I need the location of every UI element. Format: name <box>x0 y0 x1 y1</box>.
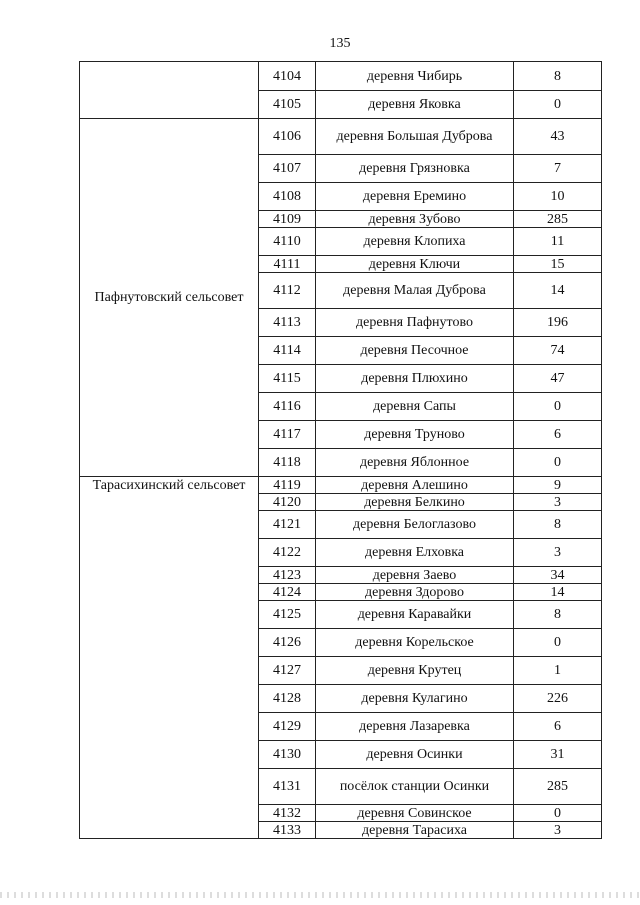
settlement-population: 7 <box>514 155 602 183</box>
settlement-name: деревня Кулагино <box>316 685 514 713</box>
settlement-population: 15 <box>514 256 602 273</box>
settlement-population: 285 <box>514 769 602 805</box>
settlement-name: деревня Ключи <box>316 256 514 273</box>
settlement-name: посёлок станции Осинки <box>316 769 514 805</box>
settlement-name: деревня Малая Дуброва <box>316 273 514 309</box>
settlement-population: 3 <box>514 494 602 511</box>
settlement-code: 4112 <box>259 273 316 309</box>
settlement-name: деревня Яблонное <box>316 449 514 477</box>
settlement-code: 4131 <box>259 769 316 805</box>
settlement-code: 4119 <box>259 477 316 494</box>
settlement-name: деревня Совинское <box>316 805 514 822</box>
settlement-population: 0 <box>514 629 602 657</box>
settlement-name: деревня Лазаревка <box>316 713 514 741</box>
settlement-population: 6 <box>514 713 602 741</box>
settlement-name: деревня Зубово <box>316 211 514 228</box>
table-row <box>80 62 602 91</box>
settlement-code: 4111 <box>259 256 316 273</box>
settlement-population: 285 <box>514 211 602 228</box>
settlement-population: 3 <box>514 822 602 839</box>
settlement-code: 4125 <box>259 601 316 629</box>
settlement-code: 4110 <box>259 228 316 256</box>
settlement-code: 4133 <box>259 822 316 839</box>
settlement-name: деревня Еремино <box>316 183 514 211</box>
settlement-name: деревня Крутец <box>316 657 514 685</box>
settlement-code: 4105 <box>259 91 316 119</box>
settlement-name: деревня Труново <box>316 421 514 449</box>
settlement-code: 4126 <box>259 629 316 657</box>
settlement-code: 4113 <box>259 309 316 337</box>
settlement-code: 4132 <box>259 805 316 822</box>
settlement-name: деревня Алешино <box>316 477 514 494</box>
settlement-code: 4121 <box>259 511 316 539</box>
selsovet-cell: Пафнутовский сельсовет <box>80 119 259 477</box>
settlement-population: 14 <box>514 273 602 309</box>
settlement-population: 8 <box>514 601 602 629</box>
settlement-population: 31 <box>514 741 602 769</box>
settlement-name: деревня Плюхино <box>316 365 514 393</box>
settlement-population: 14 <box>514 584 602 601</box>
selsovet-cell: Тарасихинский сельсовет <box>80 477 259 839</box>
settlement-population: 11 <box>514 228 602 256</box>
settlement-name: деревня Тарасиха <box>316 822 514 839</box>
settlement-name: деревня Осинки <box>316 741 514 769</box>
settlement-population: 3 <box>514 539 602 567</box>
settlement-population: 47 <box>514 365 602 393</box>
settlement-population: 43 <box>514 119 602 155</box>
settlement-population: 8 <box>514 511 602 539</box>
settlement-code: 4124 <box>259 584 316 601</box>
settlement-population: 8 <box>514 62 602 91</box>
settlement-name: деревня Песочное <box>316 337 514 365</box>
table-row <box>80 477 602 494</box>
settlement-population: 34 <box>514 567 602 584</box>
settlement-name: деревня Елховка <box>316 539 514 567</box>
settlement-code: 4130 <box>259 741 316 769</box>
settlements-table <box>79 61 601 839</box>
settlement-code: 4129 <box>259 713 316 741</box>
settlement-code: 4120 <box>259 494 316 511</box>
settlement-name: деревня Корельское <box>316 629 514 657</box>
settlement-code: 4122 <box>259 539 316 567</box>
settlement-name: деревня Белоглазово <box>316 511 514 539</box>
settlement-code: 4106 <box>259 119 316 155</box>
settlement-name: деревня Каравайки <box>316 601 514 629</box>
settlement-population: 0 <box>514 393 602 421</box>
settlement-population: 9 <box>514 477 602 494</box>
scan-artifact <box>0 892 640 898</box>
settlement-population: 0 <box>514 805 602 822</box>
page-number: 135 <box>329 36 351 51</box>
settlement-name: деревня Яковка <box>316 91 514 119</box>
settlement-code: 4117 <box>259 421 316 449</box>
settlement-population: 74 <box>514 337 602 365</box>
settlement-population: 0 <box>514 449 602 477</box>
settlement-code: 4128 <box>259 685 316 713</box>
settlement-population: 226 <box>514 685 602 713</box>
settlement-name: деревня Грязновка <box>316 155 514 183</box>
settlement-name: деревня Клопиха <box>316 228 514 256</box>
settlement-name: деревня Пафнутово <box>316 309 514 337</box>
settlement-name: деревня Здорово <box>316 584 514 601</box>
settlement-code: 4116 <box>259 393 316 421</box>
settlement-population: 1 <box>514 657 602 685</box>
settlement-name: деревня Белкино <box>316 494 514 511</box>
selsovet-cell <box>80 62 259 119</box>
settlement-population: 0 <box>514 91 602 119</box>
settlement-name: деревня Заево <box>316 567 514 584</box>
settlement-code: 4108 <box>259 183 316 211</box>
settlement-name: деревня Чибирь <box>316 62 514 91</box>
settlement-code: 4118 <box>259 449 316 477</box>
settlement-population: 196 <box>514 309 602 337</box>
settlement-population: 10 <box>514 183 602 211</box>
settlement-code: 4123 <box>259 567 316 584</box>
settlement-code: 4114 <box>259 337 316 365</box>
settlement-code: 4104 <box>259 62 316 91</box>
settlement-population: 6 <box>514 421 602 449</box>
settlement-code: 4127 <box>259 657 316 685</box>
settlement-code: 4115 <box>259 365 316 393</box>
settlement-name: деревня Сапы <box>316 393 514 421</box>
table-row <box>80 119 602 155</box>
settlement-code: 4109 <box>259 211 316 228</box>
settlement-name: деревня Большая Дуброва <box>316 119 514 155</box>
settlement-code: 4107 <box>259 155 316 183</box>
